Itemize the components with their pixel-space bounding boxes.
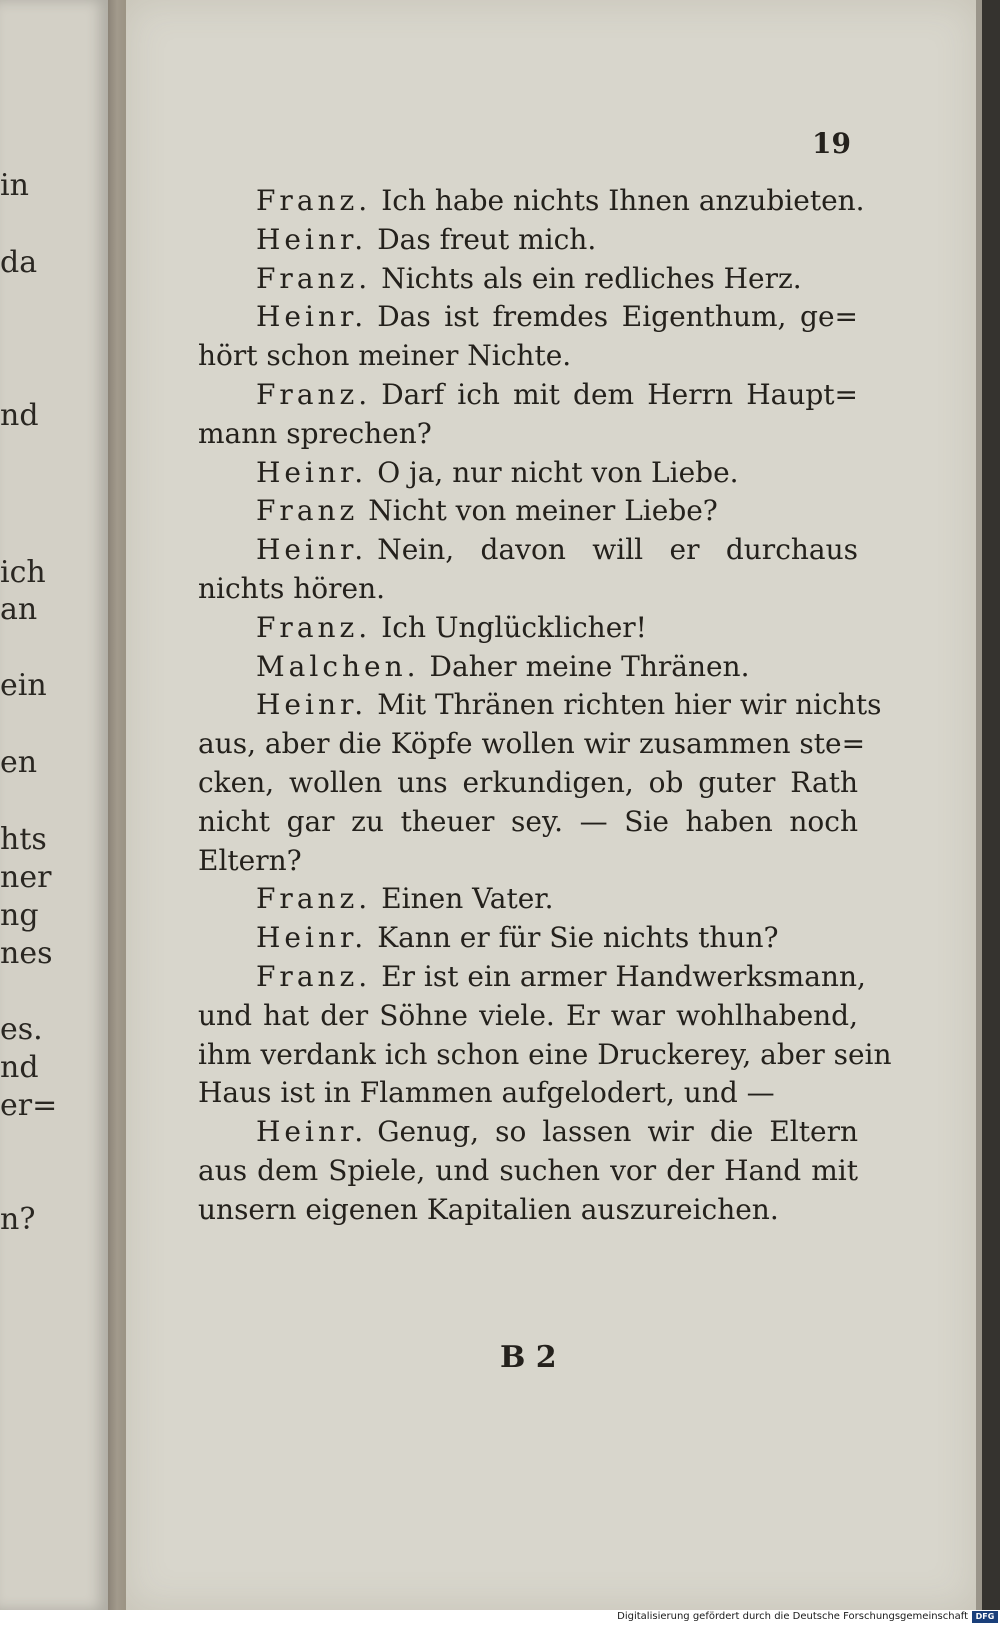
line-text: nichts hören. bbox=[198, 571, 386, 605]
line-text: aus, aber die Köpfe wollen wir zusammen ste= bbox=[198, 727, 866, 761]
line-text: Genug, so lassen wir die Eltern bbox=[377, 1115, 858, 1149]
footer-credit: Digitalisierung gefördert durch die Deutsche Forschungsgemeinschaft bbox=[617, 1611, 968, 1622]
left-fragment: nd bbox=[0, 1050, 39, 1085]
line-text: Mit Thränen richten hier wir nichts bbox=[377, 688, 882, 722]
text-line bbox=[198, 1191, 858, 1230]
speaker-name: Franz. bbox=[256, 261, 372, 295]
line-text: hört schon meiner Nichte. bbox=[198, 339, 572, 373]
line-text: aus dem Spiele, und suchen vor der Hand mit bbox=[198, 1153, 858, 1187]
line-text: und hat der Söhne viele. Er war wohlhabend, bbox=[198, 998, 858, 1032]
line-text: Nichts als ein redliches Herz. bbox=[381, 261, 802, 295]
text-line bbox=[198, 997, 858, 1036]
text-line bbox=[198, 842, 858, 881]
left-fragment: ng bbox=[0, 898, 39, 933]
book-gutter bbox=[108, 0, 126, 1610]
left-fragment: hts bbox=[0, 822, 47, 857]
left-fragment: nd bbox=[0, 398, 39, 433]
page-edge bbox=[976, 0, 982, 1610]
text-line bbox=[198, 454, 858, 493]
left-page-edge bbox=[0, 0, 108, 1610]
line-text: Ich habe nichts Ihnen anzubieten. bbox=[381, 184, 865, 217]
text-line bbox=[198, 609, 858, 648]
text-line bbox=[198, 764, 858, 803]
left-fragment: ich bbox=[0, 555, 46, 590]
text-line bbox=[198, 1113, 858, 1152]
speaker-name: Malchen. bbox=[256, 649, 420, 683]
line-text: Ich Unglücklicher! bbox=[381, 610, 647, 644]
speaker-name: Heinr. bbox=[256, 222, 368, 256]
left-fragment: da bbox=[0, 245, 38, 280]
speaker-name: Heinr. bbox=[256, 921, 368, 955]
left-fragment: nes bbox=[0, 936, 53, 971]
line-text: mann sprechen? bbox=[198, 416, 432, 450]
text-line bbox=[198, 880, 858, 919]
text-line bbox=[198, 221, 858, 260]
text-line bbox=[198, 1036, 892, 1075]
page-text bbox=[198, 182, 892, 1230]
speaker-name: Franz. bbox=[256, 610, 372, 644]
text-line bbox=[198, 492, 858, 531]
dfg-logo: DFG bbox=[972, 1611, 998, 1623]
text-line bbox=[198, 1074, 858, 1113]
text-line bbox=[198, 415, 858, 454]
line-text: cken, wollen uns erkundigen, ob guter Rath bbox=[198, 765, 858, 799]
line-text: Nein, davon will er durchaus bbox=[377, 533, 858, 567]
text-line bbox=[198, 686, 882, 725]
line-text: Einen Vater. bbox=[381, 882, 554, 916]
speaker-name: Heinr. bbox=[256, 1115, 368, 1149]
text-line bbox=[198, 298, 858, 337]
speaker-name: Franz bbox=[256, 494, 359, 528]
text-line bbox=[198, 1152, 858, 1191]
line-text: nicht gar zu theuer sey. — Sie haben noch bbox=[198, 804, 858, 838]
digitization-footer bbox=[0, 1610, 1000, 1625]
text-line bbox=[198, 958, 866, 997]
speaker-name: Franz. bbox=[256, 959, 372, 993]
left-fragment: er= bbox=[0, 1088, 58, 1123]
text-line bbox=[198, 376, 858, 415]
speaker-name: Franz. bbox=[256, 882, 372, 916]
line-text: Eltern? bbox=[198, 843, 302, 877]
left-fragment: ner bbox=[0, 860, 52, 895]
text-line bbox=[198, 919, 858, 958]
speaker-name: Heinr. bbox=[256, 533, 368, 567]
speaker-name: Heinr. bbox=[256, 455, 368, 489]
line-text: O ja, nur nicht von Liebe. bbox=[377, 455, 739, 489]
line-text: Das ist fremdes Eigenthum, ge= bbox=[377, 300, 858, 334]
line-text: Nicht von meiner Liebe? bbox=[368, 494, 718, 528]
speaker-name: Heinr. bbox=[256, 688, 368, 722]
speaker-name: Franz. bbox=[256, 377, 372, 411]
text-line bbox=[198, 337, 858, 376]
line-text: unsern eigenen Kapitalien auszureichen. bbox=[198, 1192, 779, 1226]
text-line bbox=[198, 182, 865, 221]
line-text: Kann er für Sie nichts thun? bbox=[377, 921, 779, 955]
line-text: Er ist ein armer Handwerksmann, bbox=[381, 959, 866, 993]
signature-mark: B 2 bbox=[500, 1340, 557, 1375]
line-text: Haus ist in Flammen aufgelodert, und — bbox=[198, 1076, 775, 1110]
line-text: Das freut mich. bbox=[377, 222, 597, 256]
text-line bbox=[198, 260, 858, 299]
text-line bbox=[198, 531, 858, 570]
text-line bbox=[198, 725, 866, 764]
page-number: 19 bbox=[812, 127, 851, 160]
left-fragment: ein bbox=[0, 668, 47, 703]
speaker-name: Franz. bbox=[256, 184, 372, 217]
left-fragment: an bbox=[0, 592, 38, 627]
speaker-name: Heinr. bbox=[256, 300, 368, 334]
line-text: ihm verdank ich schon eine Druckerey, aber sein bbox=[198, 1037, 892, 1071]
left-fragment: in bbox=[0, 168, 29, 203]
left-fragment: n? bbox=[0, 1202, 36, 1237]
text-line bbox=[198, 570, 858, 609]
line-text: Daher meine Thränen. bbox=[429, 649, 750, 683]
text-line bbox=[198, 648, 858, 687]
left-fragment: es. bbox=[0, 1012, 43, 1047]
line-text: Darf ich mit dem Herrn Haupt= bbox=[381, 377, 858, 411]
left-fragment: en bbox=[0, 745, 38, 780]
text-line bbox=[198, 803, 858, 842]
